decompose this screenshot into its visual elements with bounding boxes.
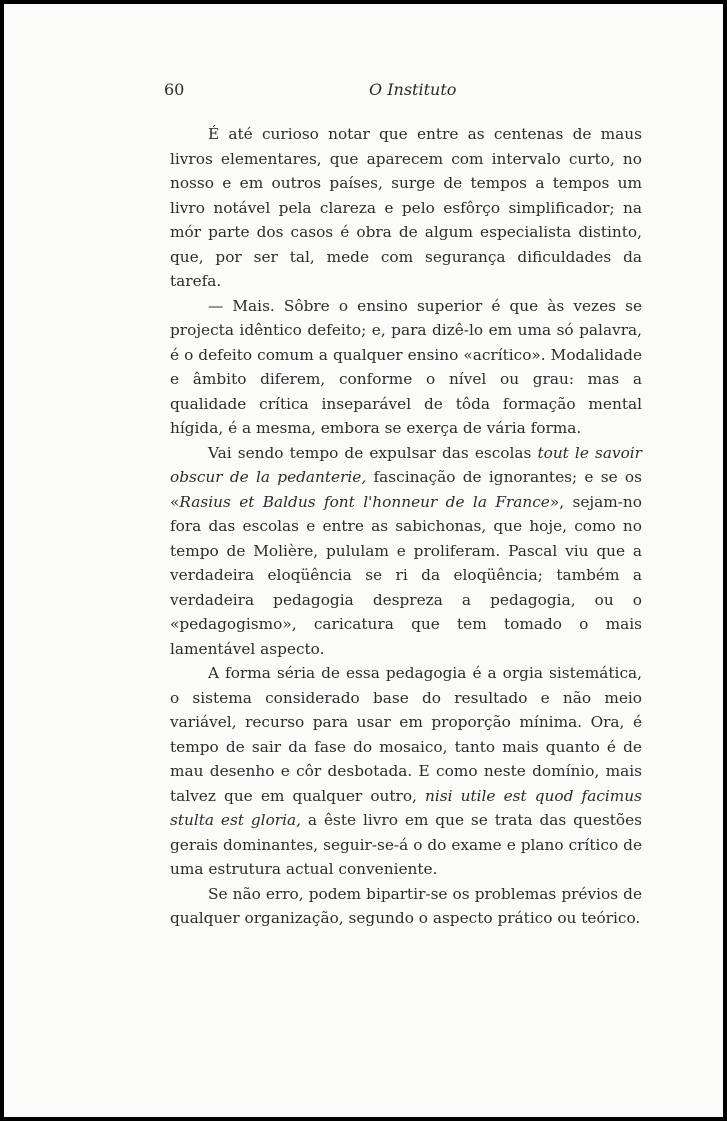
body-text (170, 122, 642, 931)
paragraph-5-text: Se não erro, podem bipartir-se os problemas prévios de qualquer organização, segundo o aspecto prático ou teórico. (170, 884, 642, 927)
paragraph-4-text-a: A forma séria de essa pedagogia é a orgia sistemática, o sistema considerado base do resultado e não meio variável, recurso para usar em proporção mínima. Ora, é tempo de sair da fase do mosaico, tanto mais quanto é de mau desenho e côr desbotada. E como neste domínio, mais talvez que em qualquer outro, (170, 664, 642, 805)
latin-quote-french-2: Rasius et Baldus font l'honneur de la France (179, 492, 550, 511)
paragraph-2-text: — Mais. Sôbre o ensino superior é que às vezes se projecta idêntico defeito; e, para dizê-lo em uma só palavra, é o defeito comum a qualquer ensino «acrítico». Modalidade e âmbito diferem, conforme o nível ou grau: mas a qualidade crítica inseparável de tôda formação mental hígida, é a mesma, embora se exerça de vária forma. (170, 296, 642, 437)
latin-quote: nisi utile est quod facimus stulta est gloria, (170, 786, 642, 829)
paragraph-1 (170, 122, 642, 294)
paragraph-3-text-b: fascinação de ignorantes; e se os « (170, 468, 642, 511)
paragraph-3-text-a: Vai sendo tempo de expulsar das escolas (208, 443, 538, 462)
paragraph-4-text-b: a êste livro em que se trata das questões gerais dominantes, seguir-se-á o do exame e plano crítico de uma estrutura actual conveniente. (170, 811, 642, 878)
paragraph-1-text: É até curioso notar que entre as centenas de maus livros elementares, que aparecem com intervalo curto, no nosso e em outros países, surge de tempos a tempos um livro notável pela clareza e pelo esfôrço simplificador; na mór parte dos casos é obra de algum especialista distinto, que, por ser tal, mede com segurança dificuldades da tarefa. (170, 125, 642, 290)
paragraph-3 (170, 441, 642, 662)
book-page (4, 4, 723, 1117)
paragraph-2 (170, 294, 642, 441)
running-title: O Instituto (369, 80, 457, 99)
paragraph-4 (170, 661, 642, 882)
paragraph-5 (170, 882, 642, 931)
page-number: 60 (164, 80, 185, 99)
latin-quote-french-1: tout le savoir obscur de la pedanterie, (170, 443, 642, 486)
paragraph-3-text-c: », sejam-no fora das escolas e entre as sabichonas, que hoje, como no tempo de Molière, pululam e proliferam. Pascal viu que a verdadeira eloqüência se ri da eloqüência; também a verdadeira pedagogia despreza a pedagogia, ou o «pedagogismo», caricatura que tem tomado o mais lamentável aspecto. (170, 492, 642, 658)
